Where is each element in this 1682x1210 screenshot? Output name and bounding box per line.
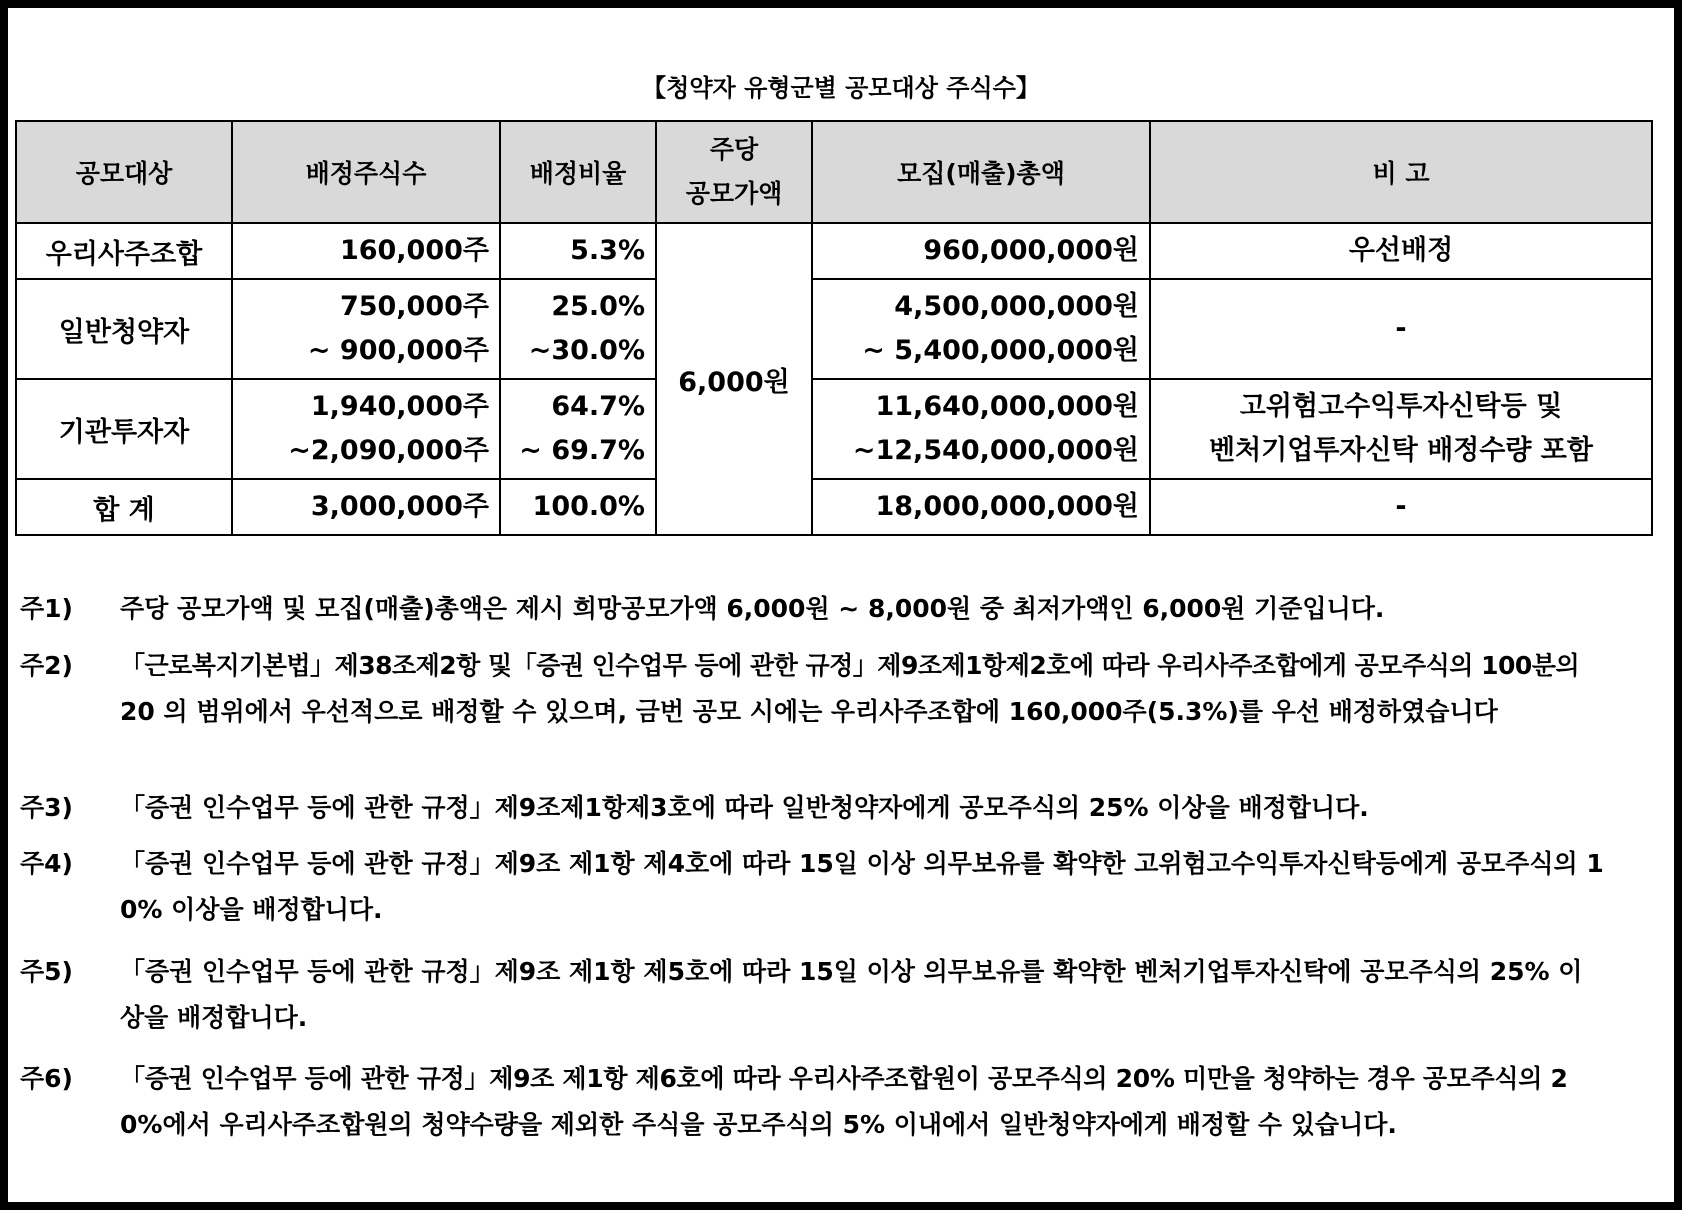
document-page bbox=[8, 8, 1674, 1202]
table-header-row bbox=[16, 121, 1652, 223]
cell-target: 합 계 bbox=[16, 479, 232, 535]
header-ratio: 배정비율 bbox=[500, 121, 656, 223]
footnote-text: 「증권 인수업무 등에 관한 규정」제9조제1항제3호에 따라 일반청약자에게 공모주식의 25% 이상을 배정합니다. bbox=[120, 793, 1369, 822]
header-price: 주당 공모가액 bbox=[656, 121, 812, 223]
cell-price-per-share: 6,000원 bbox=[656, 223, 812, 535]
cell-ratio: 25.0% ~30.0% bbox=[500, 279, 656, 379]
footnote-label: 주3) bbox=[20, 793, 73, 822]
cell-ratio: 100.0% bbox=[500, 479, 656, 535]
header-shares: 배정주식수 bbox=[232, 121, 500, 223]
header-total: 모집(매출)총액 bbox=[812, 121, 1150, 223]
header-remarks: 비 고 bbox=[1150, 121, 1652, 223]
footnote-label: 주2) bbox=[20, 651, 73, 680]
cell-shares: 160,000주 bbox=[232, 223, 500, 279]
allocation-table bbox=[15, 120, 1653, 536]
document-title: 【청약자 유형군별 공모대상 주식수】 bbox=[642, 74, 1040, 102]
cell-remarks: 우선배정 bbox=[1150, 223, 1652, 279]
cell-shares: 1,940,000주 ~2,090,000주 bbox=[232, 379, 500, 479]
cell-total: 960,000,000원 bbox=[812, 223, 1150, 279]
footnote-label: 주1) bbox=[20, 594, 73, 623]
table-row bbox=[16, 479, 1652, 535]
cell-target: 우리사주조합 bbox=[16, 223, 232, 279]
cell-remarks: - bbox=[1150, 479, 1652, 535]
cell-total: 11,640,000,000원 ~12,540,000,000원 bbox=[812, 379, 1150, 479]
cell-target: 일반청약자 bbox=[16, 279, 232, 379]
cell-shares: 3,000,000주 bbox=[232, 479, 500, 535]
cell-remarks: - bbox=[1150, 279, 1652, 379]
footnote-text: 「증권 인수업무 등에 관한 규정」제9조 제1항 제5호에 따라 15일 이상 의무보유를 확약한 벤처기업투자신탁에 공모주식의 25% 이 상을 배정합니다. bbox=[120, 957, 1583, 1032]
cell-remarks: 고위험고수익투자신탁등 및 벤처기업투자신탁 배정수량 포함 bbox=[1150, 379, 1652, 479]
footnote-text: 「증권 인수업무 등에 관한 규정」제9조 제1항 제6호에 따라 우리사주조합원이 공모주식의 20% 미만을 청약하는 경우 공모주식의 2 0%에서 우리사주조합원의 청약수량을 제외한 주식을 공모주식의 5% 이내에서 일반청약자에게 배정할 수 있습니다. bbox=[120, 1064, 1568, 1139]
table-row bbox=[16, 279, 1652, 379]
cell-total: 18,000,000,000원 bbox=[812, 479, 1150, 535]
cell-total: 4,500,000,000원 ~ 5,400,000,000원 bbox=[812, 279, 1150, 379]
footnote-label: 주5) bbox=[20, 957, 73, 986]
cell-shares: 750,000주 ~ 900,000주 bbox=[232, 279, 500, 379]
cell-ratio: 64.7% ~ 69.7% bbox=[500, 379, 656, 479]
cell-ratio: 5.3% bbox=[500, 223, 656, 279]
table-row bbox=[16, 223, 1652, 279]
footnote-text: 「근로복지기본법」제38조제2항 및「증권 인수업무 등에 관한 규정」제9조제1항제2호에 따라 우리사주조합에게 공모주식의 100분의 20 의 범위에서 우선적으로 배정할 수 있으며, 금번 공모 시에는 우리사주조합에 160,000주(5.3%)를 우선 배정하였습니다 bbox=[120, 651, 1580, 726]
footnote-label: 주6) bbox=[20, 1064, 73, 1093]
table-row bbox=[16, 379, 1652, 479]
cell-target: 기관투자자 bbox=[16, 379, 232, 479]
footnote-label: 주4) bbox=[20, 849, 73, 878]
footnote-text: 「증권 인수업무 등에 관한 규정」제9조 제1항 제4호에 따라 15일 이상 의무보유를 확약한 고위험고수익투자신탁등에게 공모주식의 1 0% 이상을 배정합니다. bbox=[120, 849, 1604, 924]
header-target: 공모대상 bbox=[16, 121, 232, 223]
footnote-text: 주당 공모가액 및 모집(매출)총액은 제시 희망공모가액 6,000원 ~ 8,000원 중 최저가액인 6,000원 기준입니다. bbox=[120, 594, 1385, 623]
